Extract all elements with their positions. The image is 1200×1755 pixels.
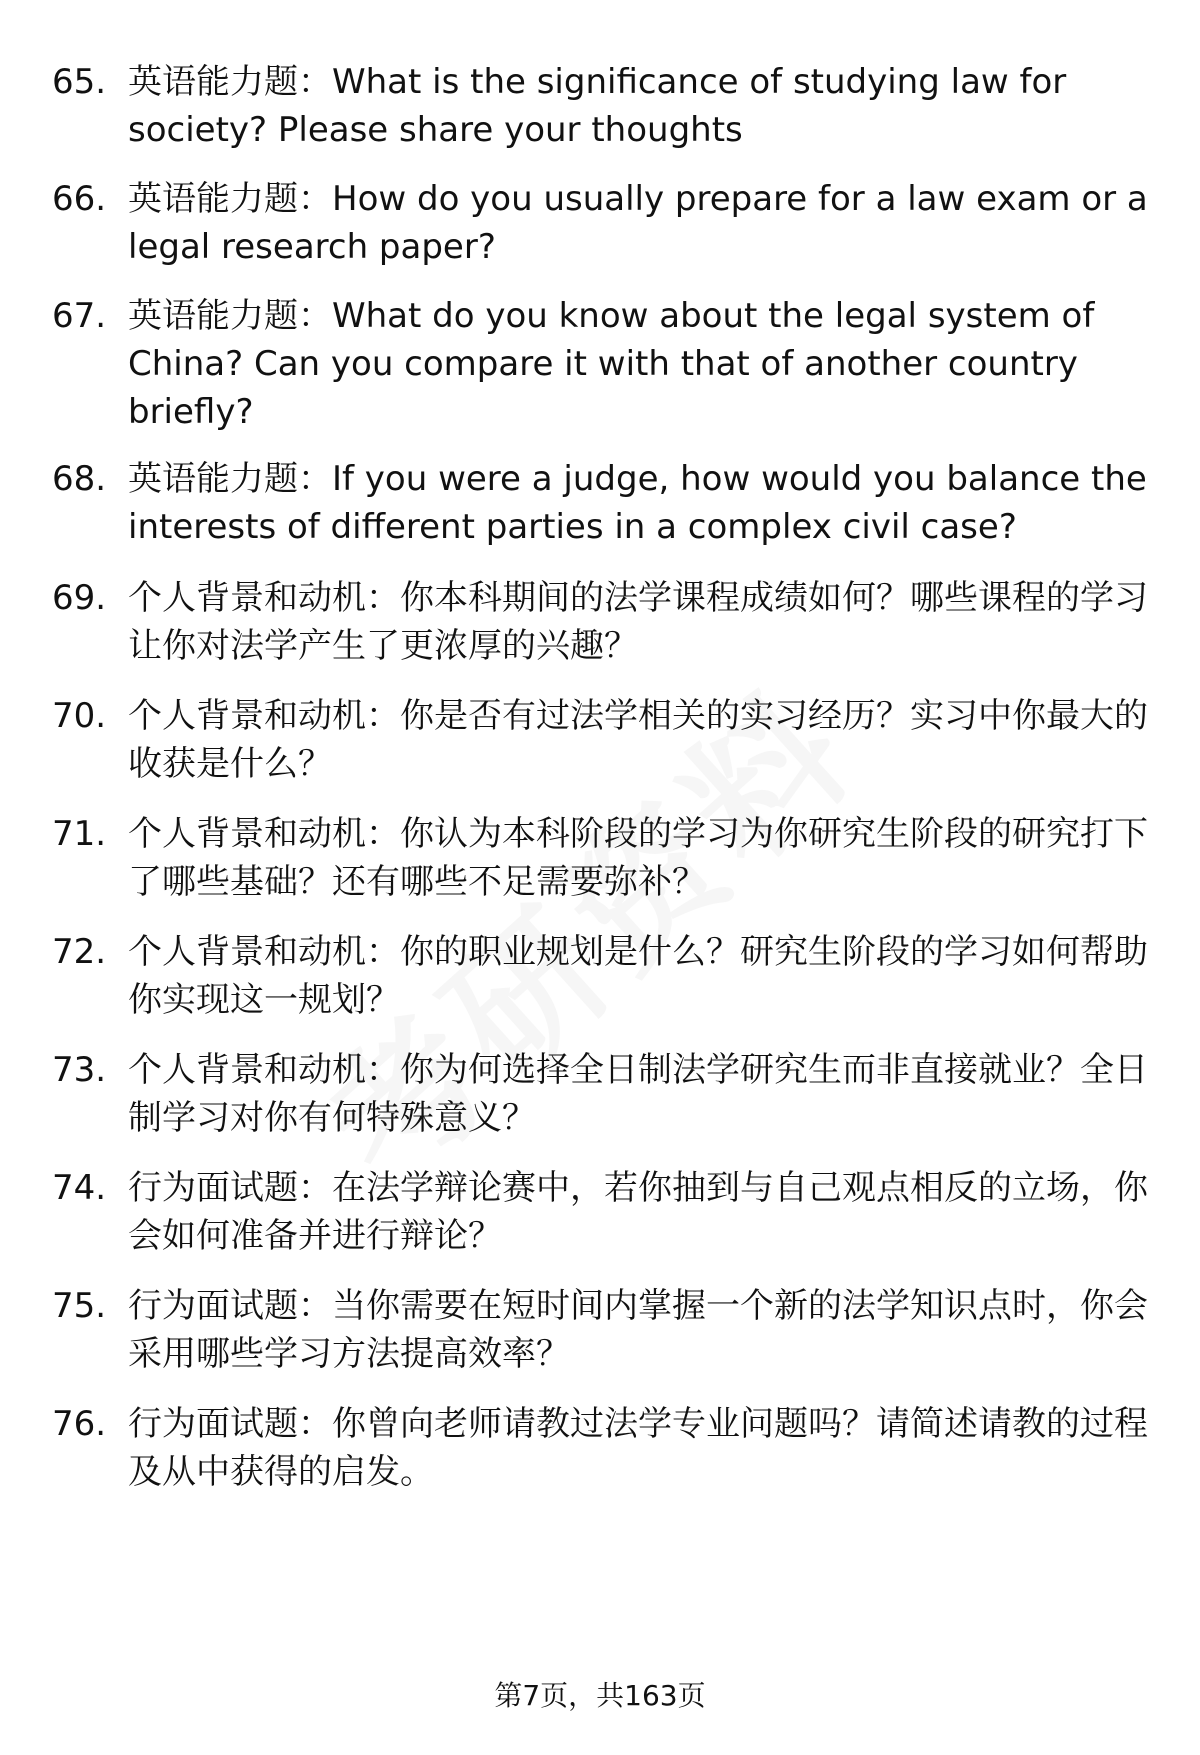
- question-number: 66.: [52, 179, 107, 219]
- question-text: 英语能力题：If you were a judge, how would you balance the interests of different parties in a complex civil case?: [128, 459, 1147, 547]
- question-text: 个人背景和动机：你的职业规划是什么？研究生阶段的学习如何帮助你实现这一规划？: [128, 932, 1148, 1020]
- question-number: 74.: [52, 1168, 107, 1208]
- question-text: 英语能力题：What do you know about the legal system of China? Can you compare it with that of another country briefly?: [128, 296, 1095, 432]
- question-text: 行为面试题：当你需要在短时间内掌握一个新的法学知识点时，你会采用哪些学习方法提高效率？: [128, 1286, 1148, 1374]
- question-number: 67.: [52, 296, 107, 336]
- question-number: 76.: [52, 1404, 107, 1444]
- page-footer: 第7页，共163页: [494, 1679, 706, 1712]
- question-text: 英语能力题：How do you usually prepare for a law exam or a legal research paper?: [128, 179, 1148, 267]
- question-number: 69.: [52, 578, 107, 618]
- question-text: 行为面试题：你曾向老师请教过法学专业问题吗？请简述请教的过程及从中获得的启发。: [128, 1404, 1148, 1492]
- question-number: 71.: [52, 814, 107, 854]
- question-number: 75.: [52, 1286, 107, 1326]
- question-number: 68.: [52, 459, 107, 499]
- question-number: 73.: [52, 1050, 107, 1090]
- question-number: 70.: [52, 696, 107, 736]
- question-text: 个人背景和动机：你本科期间的法学课程成绩如何？哪些课程的学习让你对法学产生了更浓厚的兴趣？: [128, 578, 1148, 666]
- question-text: 行为面试题：在法学辩论赛中，若你抽到与自己观点相反的立场，你会如何准备并进行辩论？: [128, 1168, 1148, 1256]
- question-number: 72.: [52, 932, 107, 972]
- question-text: 英语能力题：What is the significance of studying law for society? Please share your thoughts: [128, 62, 1067, 150]
- question-text: 个人背景和动机：你认为本科阶段的学习为你研究生阶段的研究打下了哪些基础？还有哪些不足需要弥补？: [128, 814, 1148, 902]
- question-text: 个人背景和动机：你是否有过法学相关的实习经历？实习中你最大的收获是什么？: [128, 696, 1148, 784]
- question-number: 65.: [52, 62, 107, 102]
- question-text: 个人背景和动机：你为何选择全日制法学研究生而非直接就业？全日制学习对你有何特殊意义？: [128, 1050, 1148, 1138]
